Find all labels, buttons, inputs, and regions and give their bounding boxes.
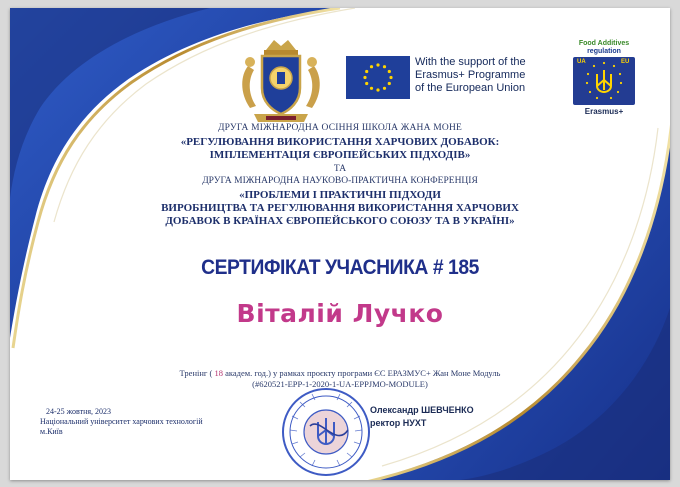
conference-title-line-2: ВИРОБНИЦТВА ТА РЕГУЛЮВАННЯ ВИКОРИСТАННЯ ХАРЧОВИХ xyxy=(161,202,519,214)
conference-title-line-1: «ПРОБЛЕМИ І ПРАКТИЧНІ ПІДХОДИ xyxy=(239,189,441,201)
event-date: 24-25 жовтня, 2023 xyxy=(46,407,112,416)
university-crest-icon xyxy=(228,36,334,128)
official-stamp-icon xyxy=(280,386,372,478)
eu-stars-icon xyxy=(346,56,410,99)
training-prefix: Тренінг ( xyxy=(179,368,213,378)
university-name: Національний університет харчових технологій xyxy=(40,417,203,426)
signer-role: ректор НУХТ xyxy=(370,418,427,428)
event-date-block xyxy=(40,407,260,437)
food-additives-title xyxy=(566,40,642,56)
signer-name: Олександр ШЕВЧЕНКО xyxy=(370,405,474,415)
signer-block xyxy=(370,404,510,430)
certificate-label: СЕРТИФІКАТ УЧАСНИКА xyxy=(201,256,428,279)
eu-support-line-2: Erasmus+ Programme xyxy=(415,69,526,81)
conference-title xyxy=(110,189,570,228)
certificate-sheet xyxy=(10,8,670,480)
food-additives-title-line-1: Food Additives xyxy=(578,40,630,47)
conference-line: ДРУГА МІЖНАРОДНА НАУКОВО-ПРАКТИЧНА КОНФЕРЕНЦІЯ xyxy=(202,176,478,186)
eu-support-text xyxy=(415,56,565,95)
school-title-line-1: «РЕГУЛЮВАННЯ ВИКОРИСТАННЯ ХАРЧОВИХ ДОБАВОК: xyxy=(180,136,500,148)
food-additives-ua-label: UA xyxy=(577,59,586,65)
and-word: ТА xyxy=(333,164,347,174)
training-suffix: академ. год.) у рамках проєкту програми ЄС ЕРАЗМУС+ Жан Моне Модуль xyxy=(225,368,501,378)
school-title-line-2: ІМПЛЕМЕНТАЦІЯ ЄВРОПЕЙСЬКИХ ПІДХОДІВ» xyxy=(209,149,471,161)
eu-support-line-3: of the European Union xyxy=(415,82,526,94)
university-city: м.Київ xyxy=(40,427,63,436)
school-line: ДРУГА МІЖНАРОДНА ОСІННЯ ШКОЛА ЖАНА МОНЕ xyxy=(217,123,463,133)
eu-support-line-1: With the support of the xyxy=(415,56,526,68)
certificate-heading xyxy=(147,256,533,280)
participant-name: Віталій Лучко xyxy=(236,299,444,328)
school-title xyxy=(110,136,570,162)
food-additives-erasmus: Erasmus+ xyxy=(584,107,624,116)
certificate-number: # 185 xyxy=(432,256,479,279)
food-additives-title-line-2: regulation xyxy=(587,48,621,55)
training-hours: 18 xyxy=(214,368,223,378)
trident-icon xyxy=(593,68,615,96)
project-code: (#620521-EPP-1-2020-1-UA-EPPJMO-MODULE) xyxy=(252,379,428,389)
eu-flag xyxy=(346,56,410,99)
conference-title-line-3: ДОБАВОК В КРАЇНАХ ЄВРОПЕЙСЬКОГО СОЮЗУ ТА В УКРАЇНІ» xyxy=(165,215,515,227)
training-line xyxy=(130,368,550,379)
food-additives-eu-label: EU xyxy=(621,59,630,65)
